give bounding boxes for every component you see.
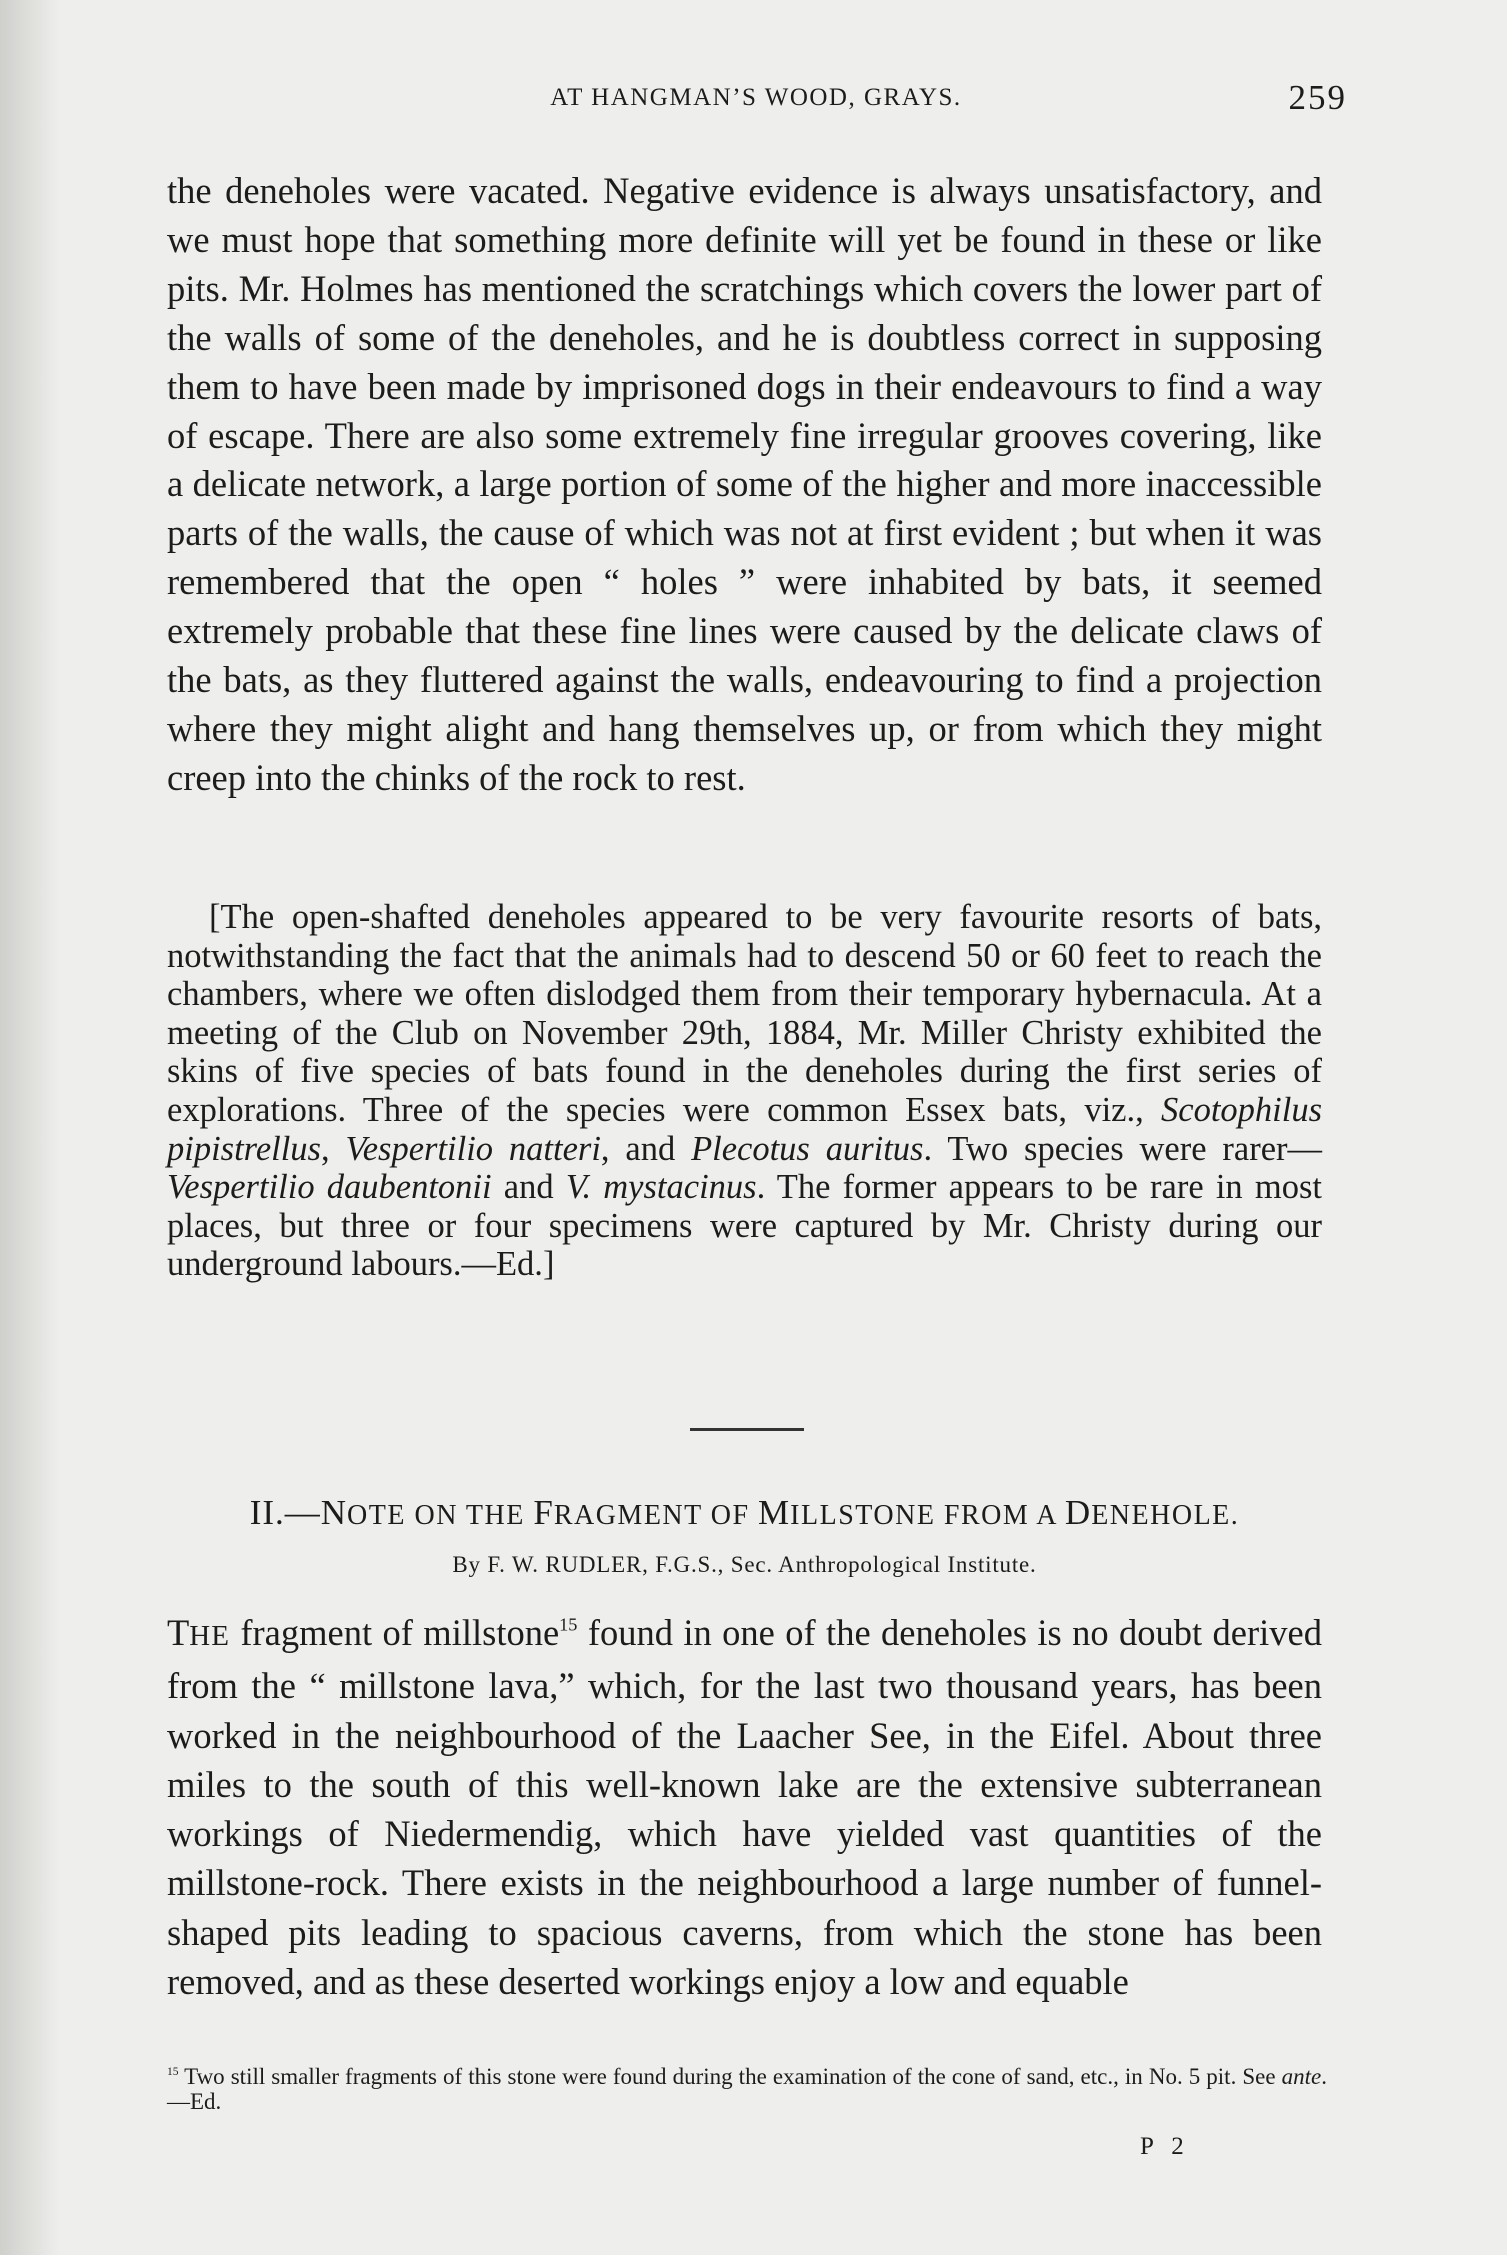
species-name: Vespertilio daubentonii: [167, 1168, 492, 1207]
editor-note-paragraph: [167, 898, 1322, 1284]
footnote: [167, 2064, 1327, 2114]
heading-word: DENEHOLE.: [1064, 1493, 1240, 1532]
footnote-number: 15: [167, 2065, 179, 2078]
heading-word: FRAGMENT OF: [533, 1493, 759, 1532]
editor-mark: Ed.: [495, 1245, 543, 1284]
text-segment: , and: [600, 1129, 692, 1168]
footnote-ante: ante: [1281, 2064, 1322, 2089]
small-caps-word: HE: [189, 1620, 230, 1652]
paragraph-1: [167, 167, 1322, 803]
section-number: II.—: [249, 1493, 321, 1532]
species-name: V. mystacinus: [565, 1168, 757, 1207]
species-name: Scotophilus pipistrellus: [167, 1090, 1322, 1168]
running-title: AT HANGMAN’S WOOD, GRAYS.: [550, 84, 962, 111]
text-segment: . Two species were rarer—: [923, 1129, 1322, 1168]
species-name: Vespertilio natteri: [345, 1129, 601, 1168]
text-segment: fragment of millstone: [229, 1612, 560, 1653]
paragraph-3-text: [167, 1608, 1322, 2006]
paragraph-1-text: the deneholes were vacated. Negative evidence is always unsatisfactory, and we must hope that something more definite will yet be found in these or like pits. Mr. Holmes has mentioned the scratchings which covers the lower part of the walls of some of the deneholes, and he is doubtless correct in supposing them to have been made by imprisoned dogs in their endeavours to find a way of escape. There are also some extremely fine irregular grooves covering, like a delicate network, a large portion of some of the higher and more inaccessible parts of the walls, the cause of which was not at first evident ; but when it was remembered that the open “ holes ” were inhabited by bats, it seemed extremely probable that these fine lines were caused by the delicate claws of the bats, as they fluttered against the walls, endeavouring to find a projection where they might alight and hang themselves up, or from which they might creep into the chinks of the rock to rest.: [167, 170, 1322, 798]
footnote-text: Two still smaller fragments of this stone were found during the examination of the cone of sand, etc., in No. 5 pit. See: [178, 2064, 1282, 2089]
page-number: 259: [1288, 78, 1347, 117]
footnote-text: .—Ed.: [167, 2064, 1327, 2114]
text-segment: found in one of the deneholes is no doubt derived from the “ millstone lava,” which, for the last two thousand years, has been worked in the neighbourhood of the Laacher See, in the Eifel. About three miles to the south of this well-known lake are the extensive subterranean workings of Niedermendig, which have yielded vast quantities of the millstone-rock. There exists in the neighbourhood a large number of funnel-shaped pits leading to spacious caverns, from which the stone has been removed, and as these deserted workings enjoy a low and equable: [167, 1612, 1322, 2003]
section-divider: [690, 1428, 804, 1431]
signature-mark: P 2: [1140, 2133, 1190, 2160]
byline: By F. W. RUDLER, F.G.S., Sec. Anthropological Institute.: [452, 1552, 1037, 1577]
footnote-reference: 15: [559, 1614, 578, 1635]
heading-word: NOTE ON THE: [320, 1493, 534, 1532]
paragraph-3: [167, 1608, 1322, 2006]
text-segment: ]: [542, 1245, 555, 1284]
species-name: Plecotus auritus: [691, 1129, 924, 1168]
section-heading: [167, 1493, 1322, 1533]
text-segment: ,: [321, 1129, 346, 1168]
drop-initial: T: [167, 1612, 190, 1653]
text-segment: . The former appears to be rare in most places, but three or four specimens were captured by Mr. Christy during our underground labours.—: [167, 1168, 1322, 1284]
running-head: [165, 78, 1347, 124]
editor-note-text: [167, 898, 1322, 1284]
text-segment: and: [491, 1168, 566, 1207]
text-segment: [The open-shafted deneholes appeared to be very favourite resorts of bats, notwithstanding the fact that the animals had to descend 50 or 60 feet to reach the chambers, where we often dislodged them from their temporary hybernacula. At a meeting of the Club on November 29th, 1884, Mr. Miller Christy exhibited the skins of five species of bats found in the deneholes during the first series of explorations. Three of the species were common Essex bats, viz.,: [167, 898, 1322, 1129]
heading-word: MILLSTONE FROM A: [758, 1493, 1065, 1532]
